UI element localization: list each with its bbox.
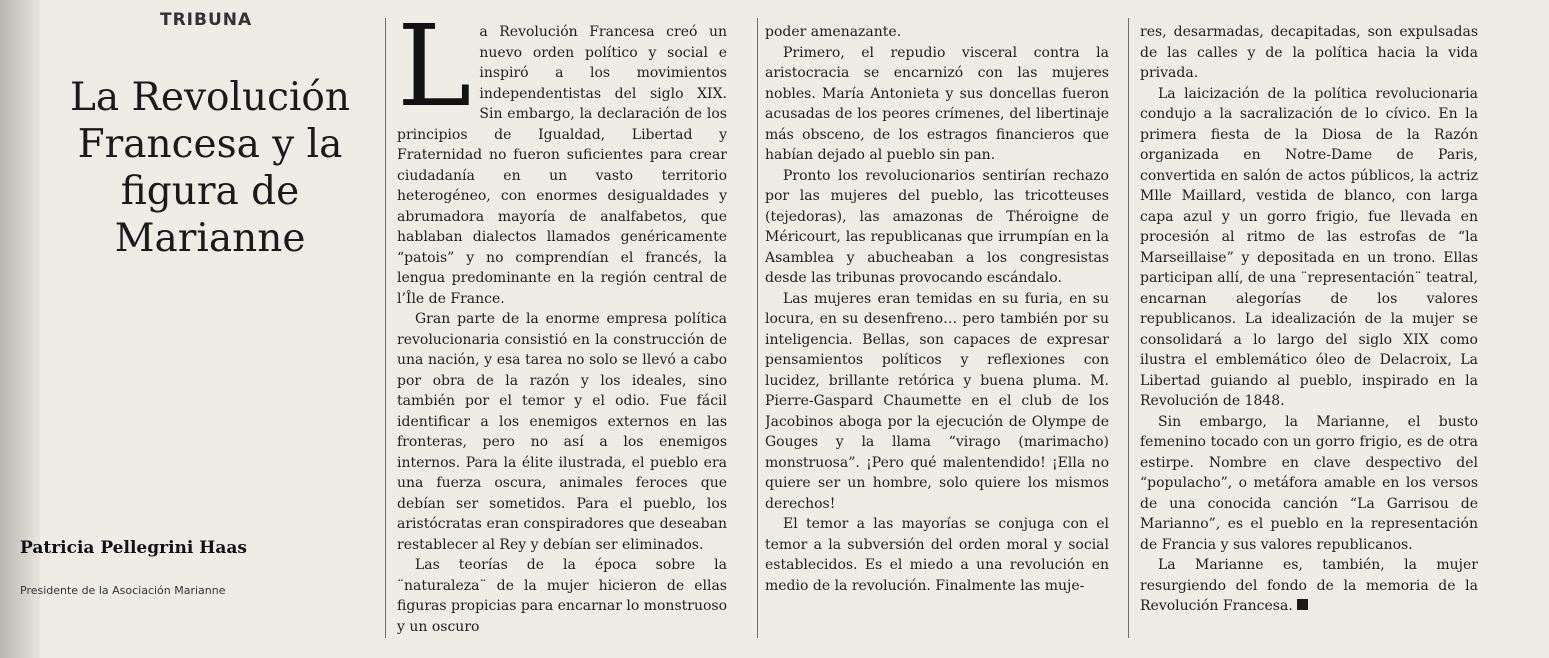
paragraph: Sin embargo, la Marianne, el busto femenino tocado con un gorro frigio, es de otra estirpe. Nombre en clave despectivo del “populacho”, o metáfora amable en los versos de una conocida canción “La Garrisou de Marianno”, es el pueblo en la representación de Francia y sus valores republicanos. [1140, 413, 1478, 553]
paragraph [1140, 555, 1478, 617]
scan-edge-shadow [0, 0, 40, 658]
end-of-article-square-icon [1297, 599, 1308, 610]
paragraph: La laicización de la política revolucionaria condujo a la sacralización de lo cívico. En la primera fiesta de la Diosa de la Razón organizada en Notre-Dame de Paris, convertida en salón de actos públicos, la actriz Mlle Maillard, vestida de blanco, con larga capa azul y un gorro frigio, fue llevada en procesión al ritmo de las estrofas de “la Marseillaise” y depositada en un trono. Ellas participan allí, de una ¨representación¨ teatral, encarnan alegorías de los valores republicanos. La idealización de la mujer se consolidará a lo largo del siglo XIX como ilustra el emblemático óleo de Delacroix, La Libertad guiando al pueblo, inspirado en la Revolución de 1848. [1140, 85, 1478, 409]
drop-cap: L [397, 22, 472, 132]
paragraph: Primero, el repudio visceral contra la aristocracia se encarnizó con las mujeres nobles. María Antonieta y sus doncellas fueron acusadas de los peores crímenes, del libertinaje más obsceno, de los estragos financieros que habían dejado al pueblo sin pan. [765, 44, 1109, 163]
final-paragraph-text: La Marianne es, también, la mujer resurgiendo del fondo de la memoria de la Revolución Francesa. [1140, 557, 1478, 614]
paragraph: Gran parte de la enorme empresa política revolucionaria consistió en la construcción de una nación, y esa tarea no solo se llevó a cabo por obra de la razón y los ideales, sino también por el temor y el odio. Fue fácil identificar a los enemigos externos en las fronteras, pero no así a los enemigos internos. Para la élite ilustrada, el pueblo era una fuerza oscura, animales feroces que debían ser sometidos. Para el pueblo, los aristócratas eran conspiradores que deseaban restablecer al Rey y debían ser eliminados. [397, 311, 727, 553]
headline: La Revolución Francesa y la figura de Marianne [69, 75, 350, 262]
body-column-1 [397, 22, 727, 637]
column-rule [385, 18, 386, 638]
paragraph: Pronto los revolucionarios sentirían rechazo por las mujeres del pueblo, las tricotteuses (tejedoras), las amazonas de Théroigne de Méricourt, las republicanas que irrumpían en la Asamblea y abucheaban a los congresistas desde las tribunas provocando escándalo. [765, 167, 1109, 286]
author-name: Patricia Pellegrini Haas [20, 538, 247, 558]
column-rule [757, 18, 758, 638]
paragraph: res, desarmadas, decapitadas, son expulsadas de las calles y de la política hacia la vida privada. [1140, 24, 1478, 81]
paragraph: Las teorías de la época sobre la ¨naturaleza¨ de la mujer hicieron de ellas figuras propicias para encarnar lo monstruoso y un oscuro [397, 557, 727, 635]
paragraph: poder amenazante. [765, 24, 902, 40]
paragraph: El temor a las mayorías se conjuga con el temor a la subversión del orden moral y social establecidos. Es el miedo a una revolución en medio de la revolución. Finalmente las muje- [765, 516, 1109, 594]
section-label: TRIBUNA [160, 10, 253, 30]
body-column-2 [765, 22, 1109, 637]
column-rule [1128, 18, 1129, 638]
paragraph: a Revolución Francesa creó un nuevo orden político y social e inspiró a los movimientos independentistas del siglo XIX. Sin embargo, la declaración de los principios de Igualdad, Libertad y Fraternidad no fueron suficientes para crear ciudadanía en un vasto territorio heterogéneo, con enormes desigualdades y abrumadora mayoría de analfabetos, que hablaban dialectos llamados genéricamente “patois” y no comprendían el francés, la lengua predominante en la región central de l’Île de France. [397, 24, 727, 307]
paragraph: Las mujeres eran temidas en su furia, en su locura, en su desenfreno… pero también por su inteligencia. Bellas, son capaces de expresar pensamientos políticos y reflexiones con lucidez, brillante retórica y buena pluma. M. Pierre-Gaspard Chaumette en el club de los Jacobinos aboga por la ejecución de Olympe de Gouges y la llama “virago (marimacho) monstruosa”. ¡Pero qué malentendido! ¡Ella no quiere ser un hombre, solo quiere los mismos derechos! [765, 290, 1109, 512]
author-role: Presidente de la Asociación Marianne [20, 584, 226, 597]
body-column-3 [1140, 22, 1478, 637]
